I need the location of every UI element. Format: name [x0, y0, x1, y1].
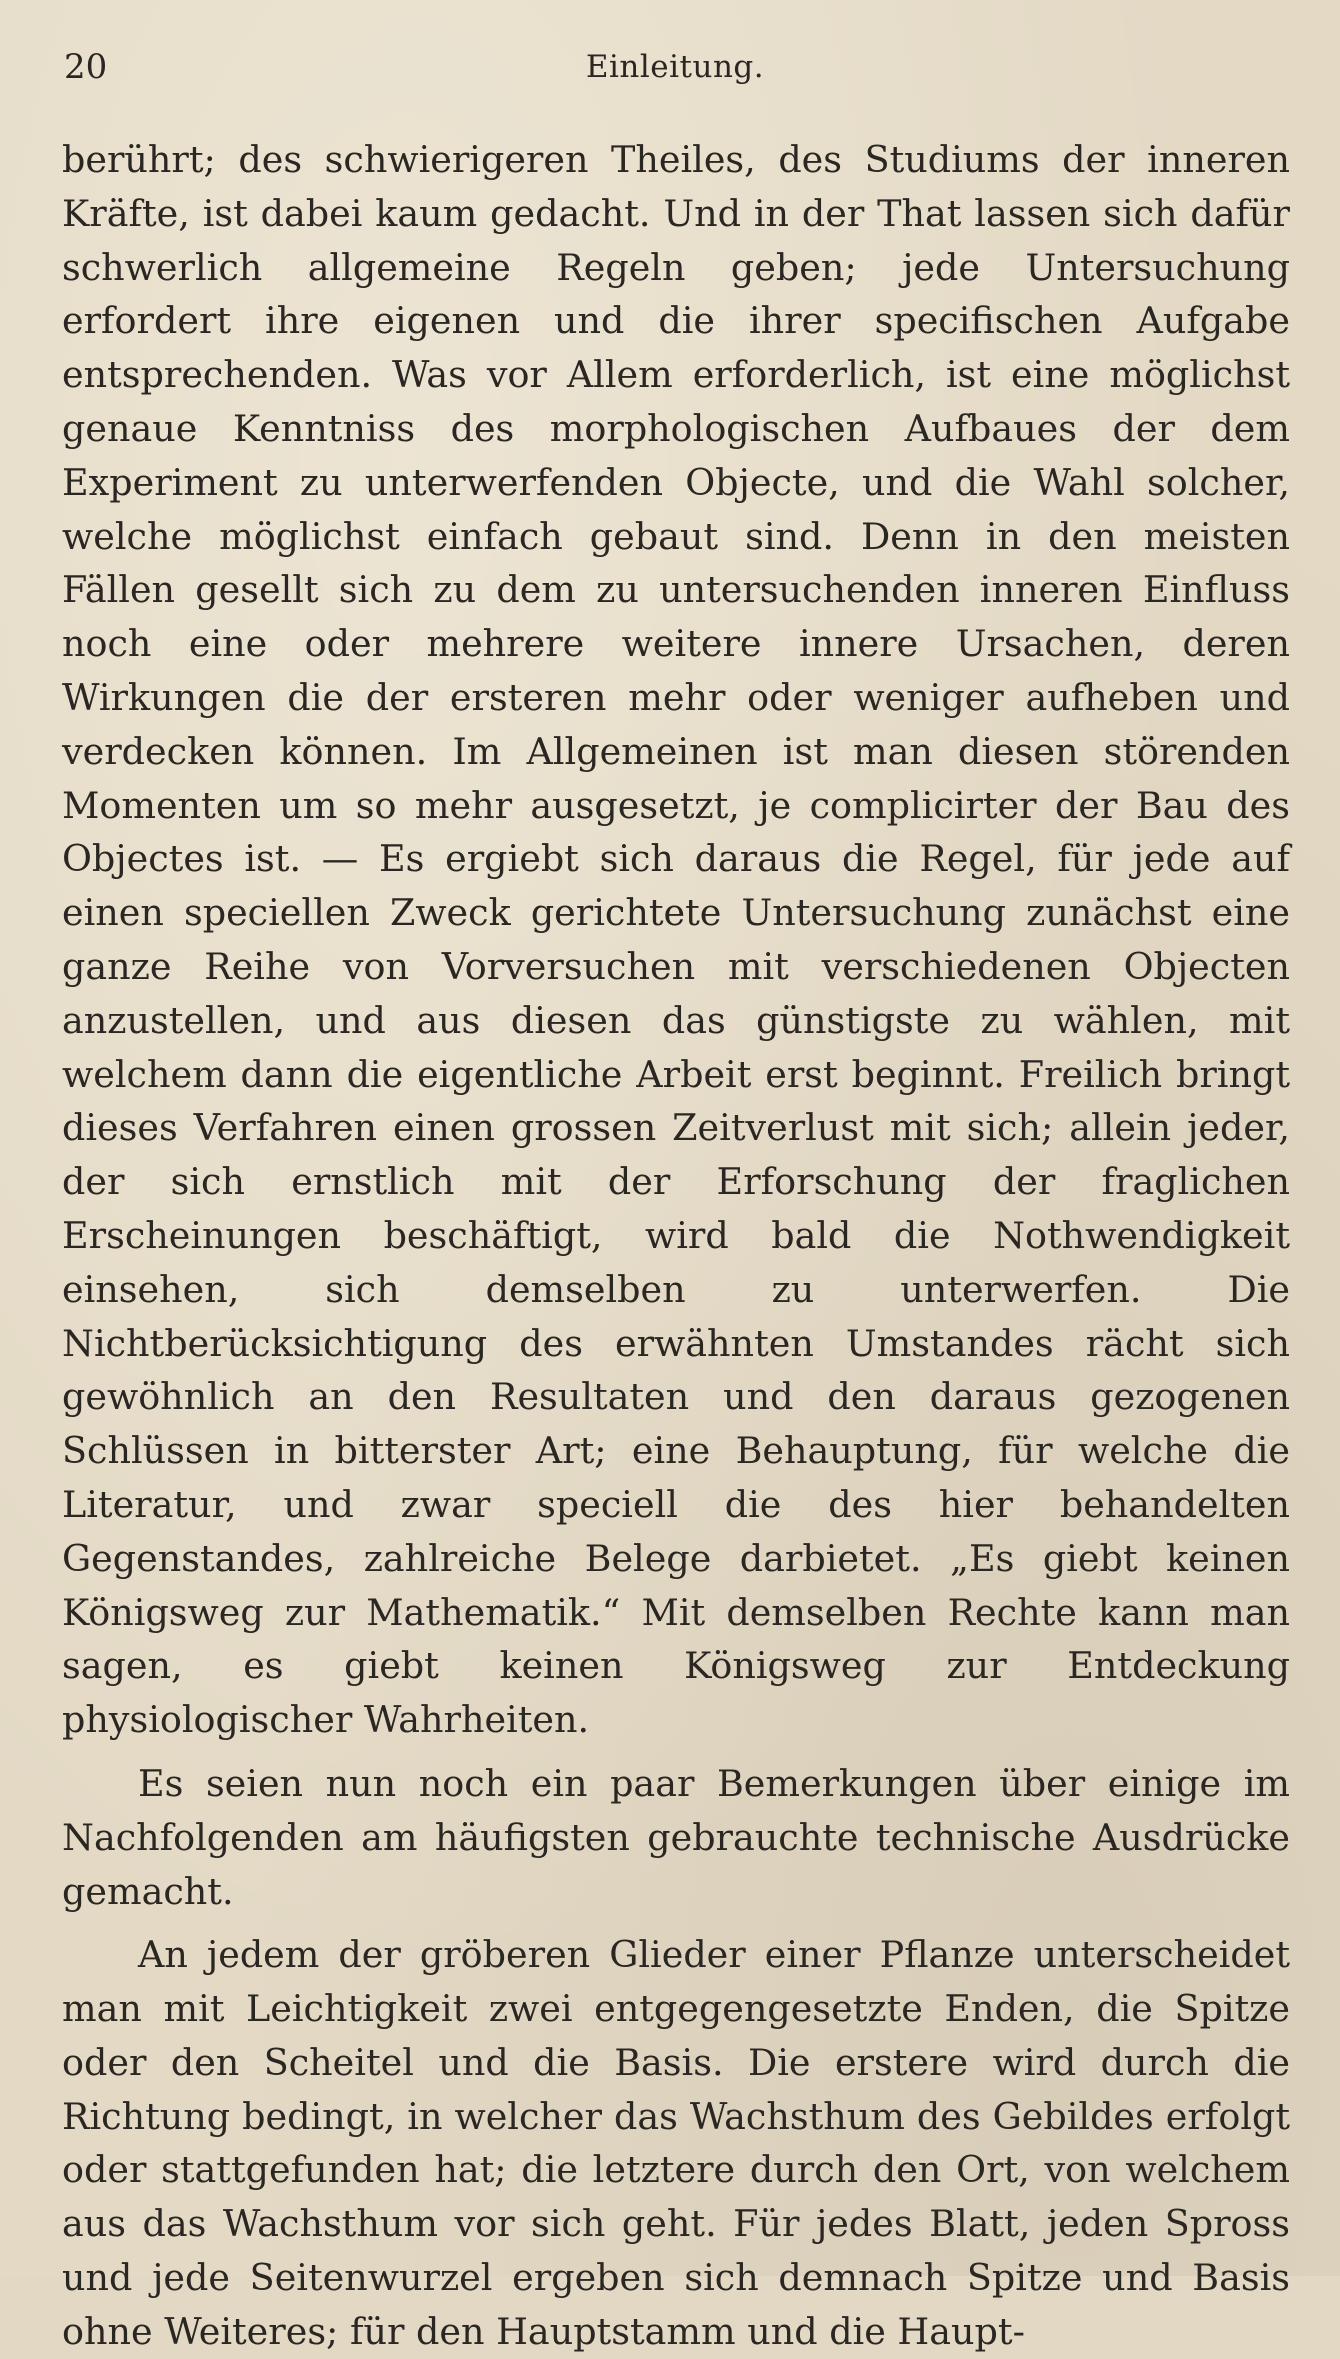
paragraph-technical-terms-intro: Es seien nun noch ein paar Bemerkungen über einige im Nachfolgenden am häufigsten gebrauchte technische Ausdrücke gemacht.: [62, 1761, 1290, 1913]
running-head: [64, 42, 1286, 92]
paragraph-tip-and-base: An jedem der gröberen Glieder einer Pflanze unterscheidet man mit Leichtigkeit zwei entgegengesetzte Enden, die Spitze oder den Scheitel und die Basis. Die erstere wird durch die Richtung bedingt, in welcher das Wachsthum des Gebildes erfolgt oder stattgefunden hat; die letztere durch den Ort, von welchem aus das Wachsthum vor sich geht. Für jedes Blatt, jeden Spross und jede Seitenwurzel ergeben sich demnach Spitze und Basis ohne Weiteres; für den Hauptstamm und die Haupt-: [62, 1933, 1290, 2353]
running-title: Einleitung.: [585, 49, 765, 85]
body-text: [62, 133, 1290, 2359]
page-number: 20: [64, 47, 108, 87]
paragraph-continuation: berührt; des schwierigeren Theiles, des Studiums der inneren Kräfte, ist dabei kaum gedacht. Und in der That lassen sich dafür schwerlich allgemeine Regeln geben; jede Untersuchung erfordert ihre eigenen und die ihrer specifischen Aufgabe entsprechenden. Was vor Allem erforderlich, ist eine möglichst genaue Kenntniss des morphologischen Aufbaues der dem Experiment zu unterwerfenden Objecte, und die Wahl solcher, welche möglichst einfach gebaut sind. Denn in den meisten Fällen gesellt sich zu dem zu untersuchenden inneren Einfluss noch eine oder mehrere weitere innere Ursachen, deren Wirkungen die der ersteren mehr oder weniger aufheben und verdecken können. Im Allgemeinen ist man diesen störenden Momenten um so mehr ausgesetzt, je complicirter der Bau des Objectes ist. — Es ergiebt sich daraus die Regel, für jede auf einen speciellen Zweck gerichtete Untersuchung zunächst eine ganze Reihe von Vorversuchen mit verschiedenen Objecten anzustellen, und aus diesen das günstigste zu wählen, mit welchem dann die eigentliche Arbeit erst beginnt. Freilich bringt dieses Verfahren einen grossen Zeitverlust mit sich; allein jeder, der sich ernstlich mit der Erforschung der fraglichen Erscheinungen beschäftigt, wird bald die Nothwendigkeit einsehen, sich demselben zu unterwerfen. Die Nichtberücksichtigung des erwähnten Umstandes rächt sich gewöhnlich an den Resultaten und den daraus gezogenen Schlüssen in bitterster Art; eine Behauptung, für welche die Literatur, und zwar speciell die des hier behandelten Gegenstandes, zahlreiche Belege darbietet. „Es giebt keinen Königsweg zur Mathematik.“ Mit demselben Rechte kann man sagen, es giebt keinen Königsweg zur Entdeckung physiologischer Wahrheiten.: [62, 138, 1290, 1742]
